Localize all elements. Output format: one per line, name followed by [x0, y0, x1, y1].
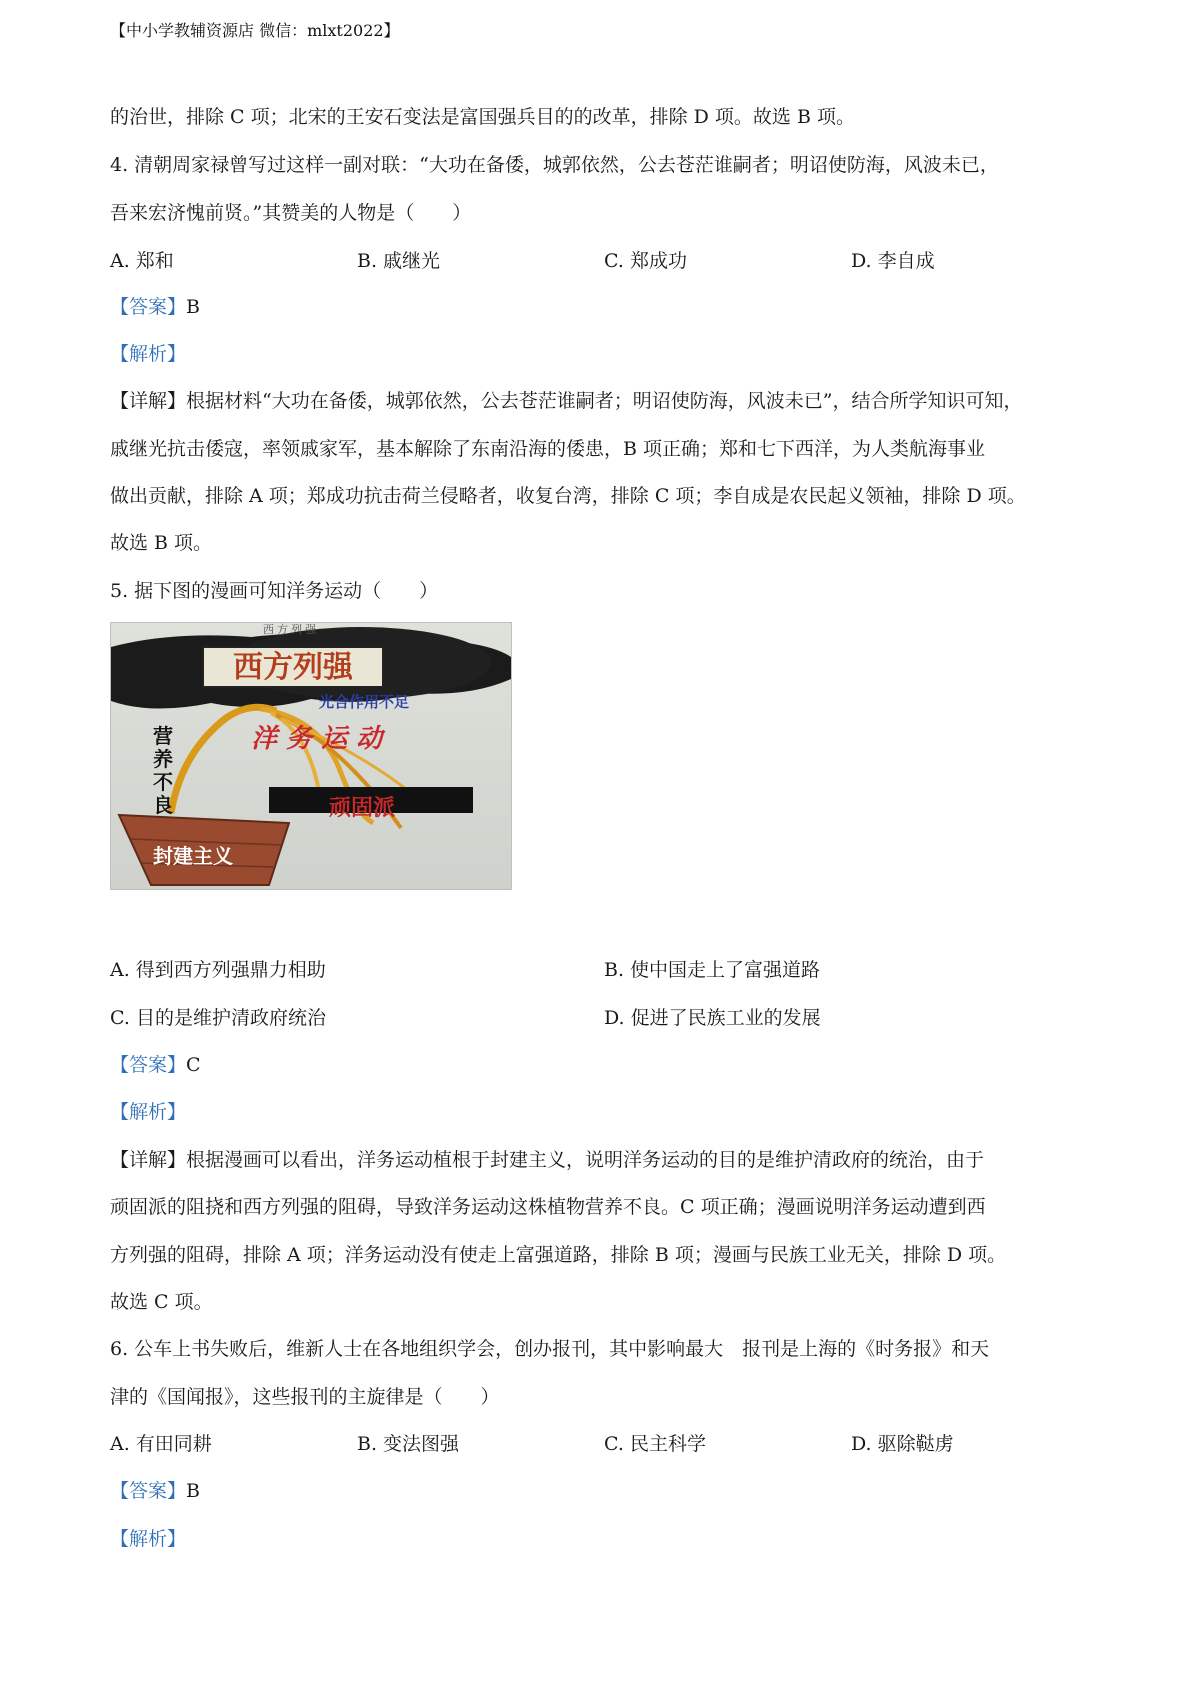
q5-detail-line-3: 方列强的阻碍，排除 A 项；洋务运动没有使走上富强道路，排除 B 项；漫画与民族工业无关，排除 D 项。 — [110, 1244, 1007, 1266]
answer-value: C — [186, 1054, 201, 1076]
cartoon-box-text: 顽固派 — [329, 796, 396, 821]
q5-stem: 5. 据下图的漫画可知洋务运动（ ） — [110, 580, 439, 602]
q6-stem-line-1: 6. 公车上书失败后，维新人士在各地组织学会，创办报刊，其中影响最大 报刊是上海的《时务报》和天 — [110, 1338, 990, 1360]
cartoon-banner-text: 西方列强 — [233, 650, 353, 685]
detail-tag: 【详解】 — [110, 390, 187, 412]
previous-answer-tail: 的治世，排除 C 项；北宋的王安石变法是富国强兵目的的改革，排除 D 项。故选 B 项。 — [110, 106, 855, 128]
q5-option-c: C. 目的是维护清政府统治 — [110, 1007, 326, 1029]
cartoon-pot-text: 封建主义 — [153, 844, 233, 868]
q4-stem-line-1: 4. 清朝周家禄曾写过这样一副对联：“大功在备倭，城郭依然，公去苍茫谁嗣者；明诏使防海，风波未已， — [110, 154, 999, 176]
q4-answer — [110, 294, 200, 320]
answer-tag: 【答案】 — [110, 1054, 187, 1076]
q5-detail-line-4: 故选 C 项。 — [110, 1291, 213, 1313]
q4-option-b: B. 戚继光 — [357, 250, 441, 272]
q6-option-b: B. 变法图强 — [357, 1433, 460, 1455]
q4-option-c: C. 郑成功 — [604, 250, 687, 272]
cartoon-side-char-3: 不 — [153, 770, 173, 794]
westernization-cartoon — [110, 622, 512, 890]
page-header: 【中小学教辅资源店 微信：mlxt2022】 — [110, 21, 400, 40]
analysis-tag: 【解析】 — [110, 1528, 187, 1550]
q4-analysis — [110, 341, 186, 367]
q4-option-d: D. 李自成 — [851, 250, 935, 272]
q4-detail-line-1: 【详解】根据材料“大功在备倭，城郭依然，公去苍茫谁嗣者；明诏使防海，风波未已”，结合所学知识可知， — [110, 390, 1023, 412]
cartoon-side-char-1: 营 — [153, 724, 173, 748]
answer-tag: 【答案】 — [110, 1480, 187, 1502]
cartoon-plant-text: 洋 务 运 动 — [251, 724, 383, 754]
analysis-tag: 【解析】 — [110, 343, 187, 365]
q6-answer — [110, 1478, 200, 1504]
q6-option-a: A. 有田同耕 — [110, 1433, 212, 1455]
q4-stem-line-2: 吾来宏济愧前贤。”其赞美的人物是（ ） — [110, 202, 472, 224]
cartoon-side-char-2: 养 — [153, 747, 173, 771]
q6-stem-line-2: 津的《国闻报》，这些报刊的主旋律是（ ） — [110, 1386, 500, 1408]
q6-option-d: D. 驱除鞑虏 — [851, 1433, 954, 1455]
q5-option-d: D. 促进了民族工业的发展 — [604, 1007, 821, 1029]
answer-tag: 【答案】 — [110, 296, 187, 318]
analysis-tag: 【解析】 — [110, 1101, 187, 1123]
q5-answer — [110, 1052, 201, 1078]
q4-detail-line-3: 做出贡献，排除 A 项；郑成功抗击荷兰侵略者，收复台湾，排除 C 项；李自成是农民起义领袖，排除 D 项。 — [110, 485, 1026, 507]
q4-detail-line-2: 戚继光抗击倭寇，率领戚家军，基本解除了东南沿海的倭患，B 项正确；郑和七下西洋，为人类航海事业 — [110, 438, 986, 460]
q5-option-b: B. 使中国走上了富强道路 — [604, 959, 821, 981]
q5-analysis — [110, 1099, 186, 1125]
q6-analysis — [110, 1526, 186, 1552]
answer-value: B — [186, 296, 200, 318]
q6-option-c: C. 民主科学 — [604, 1433, 706, 1455]
detail-tag: 【详解】 — [110, 1149, 187, 1171]
q5-detail-line-2: 顽固派的阻挠和西方列强的阻碍，导致洋务运动这株植物营养不良。C 项正确；漫画说明洋务运动遭到西 — [110, 1196, 986, 1218]
q5-detail-line-1: 【详解】根据漫画可以看出，洋务运动植根于封建主义，说明洋务运动的目的是维护清政府的统治，由于 — [110, 1149, 985, 1171]
q5-option-a: A. 得到西方列强鼎力相助 — [110, 959, 326, 981]
answer-value: B — [186, 1480, 200, 1502]
q4-detail-line-4: 故选 B 项。 — [110, 532, 213, 554]
q4-option-a: A. 郑和 — [110, 250, 174, 272]
cartoon-top-label: 西 方 列 强 — [263, 624, 317, 636]
cartoon-side-char-4: 良 — [153, 793, 173, 817]
cartoon-light-label: 光合作用不足 — [319, 693, 410, 711]
